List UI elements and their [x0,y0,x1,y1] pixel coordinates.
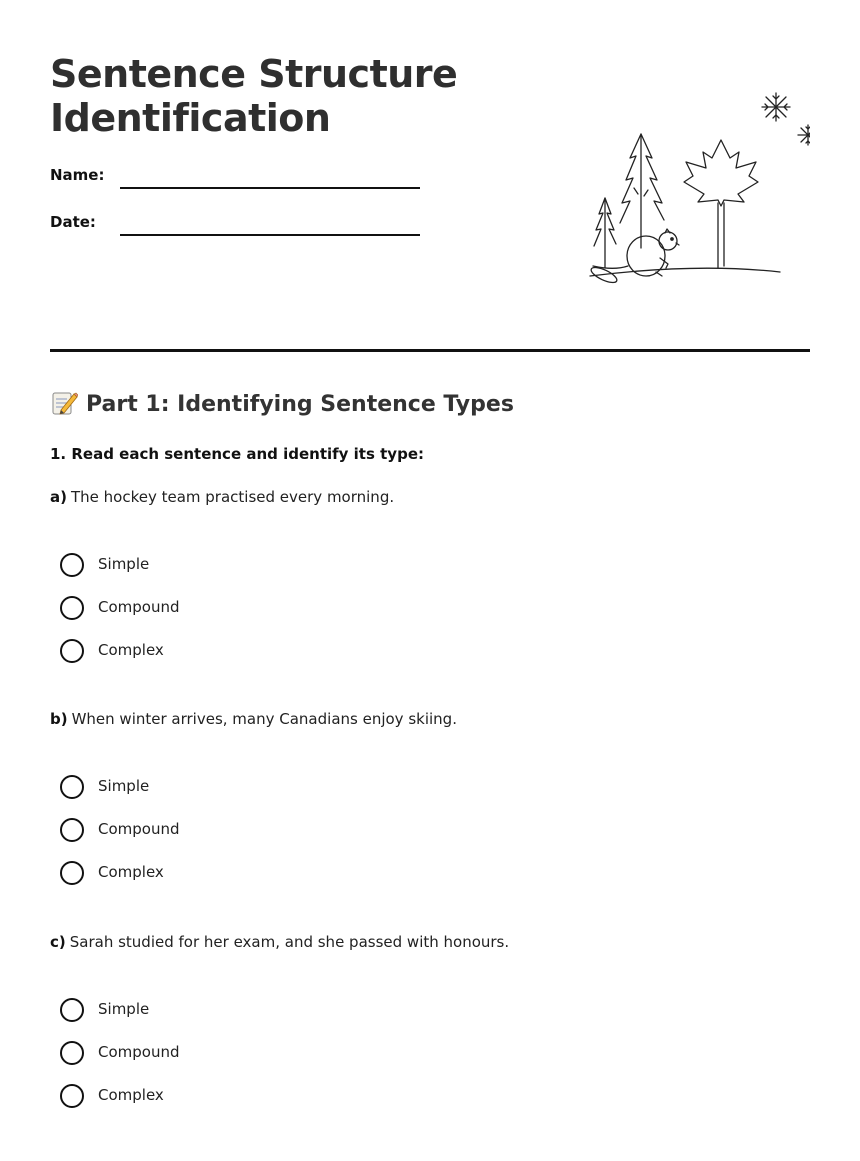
name-blank-line[interactable] [120,187,420,189]
snowflake-icon [798,125,810,145]
worksheet-page [50,0,810,1104]
question-b [50,709,810,881]
part-1-heading [50,388,514,421]
radio-button[interactable] [60,775,84,799]
instruction-text: 1. Read each sentence and identify its type: [50,445,424,463]
radio-button[interactable] [60,639,84,663]
question-sentence [50,709,810,729]
radio-button[interactable] [60,1041,84,1065]
question-letter: b) [50,710,68,728]
option-label: Complex [98,641,164,659]
radio-button[interactable] [60,596,84,620]
date-field[interactable] [50,211,420,235]
snowflake-icon [762,93,790,121]
question-text: Sarah studied for her exam, and she passed with honours. [69,933,510,951]
memo-pencil-icon [50,388,78,416]
title-line-1: Sentence Structure [50,52,458,96]
question-c [50,932,810,1104]
snowy-ground [590,268,780,276]
question-text: The hockey team practised every morning. [70,488,395,506]
pine-tree-icon [620,134,664,248]
question-sentence [50,487,810,507]
section-divider [50,349,810,352]
worksheet-header [50,0,810,355]
option-label: Compound [98,820,180,838]
option-label: Compound [98,598,180,616]
question-sentence [50,932,810,952]
radio-button[interactable] [60,553,84,577]
question-letter: c) [50,933,66,951]
radio-button[interactable] [60,861,84,885]
maple-leaf-tree-icon [684,140,758,268]
beaver-icon [589,229,679,285]
option-label: Compound [98,1043,180,1061]
date-blank-line[interactable] [120,234,420,236]
question-a [50,487,810,659]
radio-button[interactable] [60,1084,84,1108]
question-letter: a) [50,488,67,506]
option-label: Simple [98,555,150,573]
option-label: Simple [98,1000,150,1018]
option-label: Simple [98,777,150,795]
date-label: Date: [50,213,96,231]
option-label: Complex [98,1086,164,1104]
canadian-winter-illustration [538,88,810,298]
radio-button[interactable] [60,818,84,842]
name-field[interactable] [50,164,420,188]
part-1-heading-text: Part 1: Identifying Sentence Types [86,392,514,417]
pine-tree-icon [594,198,616,268]
radio-button[interactable] [60,998,84,1022]
option-label: Complex [98,863,164,881]
title-line-2: Identification [50,96,331,140]
question-text: When winter arrives, many Canadians enjoy skiing. [71,710,457,728]
worksheet-title [50,52,457,140]
name-label: Name: [50,166,105,184]
